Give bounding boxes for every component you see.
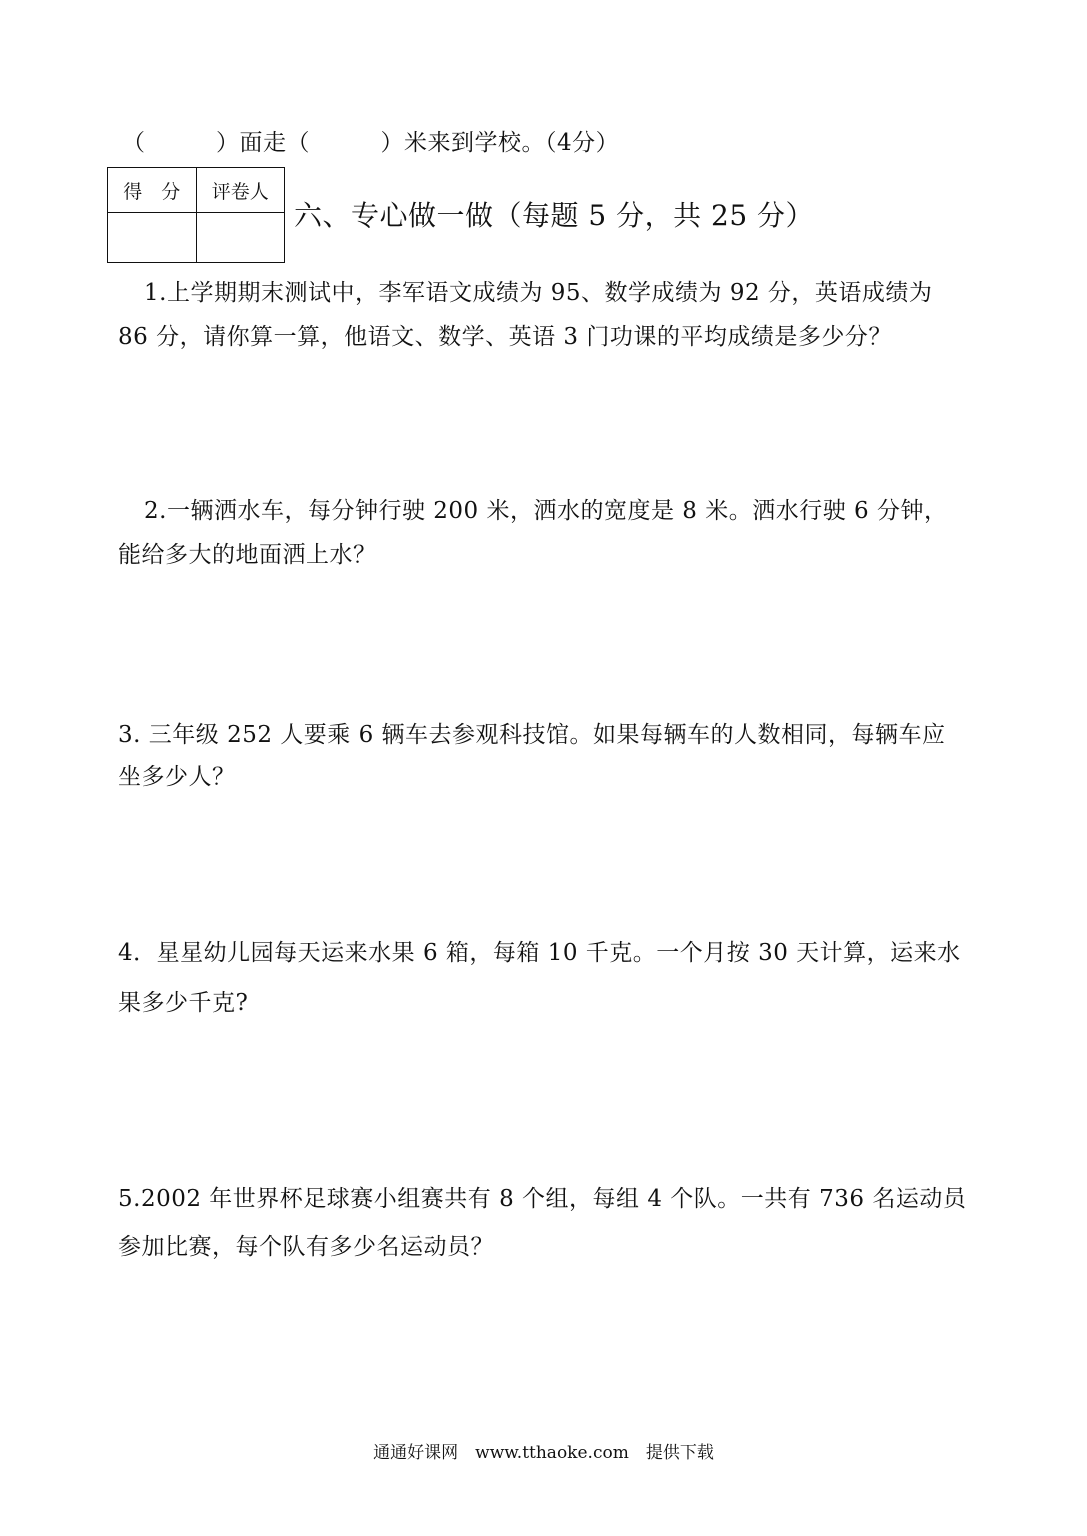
grader-input-cell[interactable] (196, 213, 285, 263)
score-table (107, 167, 285, 263)
score-input-cell[interactable] (108, 213, 197, 263)
question-4-line-2: 果多少千克? (118, 990, 249, 1016)
question-2-line-2: 能给多大的地面洒上水？ (118, 542, 377, 568)
section-title: 六、专心做一做（每题 5 分，共 25 分） (294, 199, 815, 232)
question-4-line-1: 4．星星幼儿园每天运来水果 6 箱，每箱 10 千克。一个月按 30 天计算，运来水 (118, 940, 961, 966)
question-5-line-2: 参加比赛，每个队有多少名运动员？ (118, 1234, 494, 1260)
grader-label: 评卷人 (196, 168, 285, 213)
question-5-line-1: 5.2002 年世界杯足球赛小组赛共有 8 个组，每组 4 个队。一共有 736 名运动员 (118, 1186, 967, 1212)
question-1-line-1: 1.上学期期末测试中，李军语文成绩为 95、数学成绩为 92 分，英语成绩为 (144, 280, 933, 306)
top-line-text: （ ）面走（ ）米来到学校。（4分） (122, 130, 620, 156)
question-2-line-1: 2.一辆洒水车，每分钟行驶 200 米，洒水的宽度是 8 米。洒水行驶 6 分钟， (144, 498, 948, 524)
question-1-line-2: 86 分，请你算一算，他语文、数学、英语 3 门功课的平均成绩是多少分？ (118, 324, 892, 350)
footer-text: 通通好课网 www.tthaoke.com 提供下载 (373, 1443, 714, 1463)
question-3-line-2: 坐多少人？ (118, 764, 236, 790)
score-label: 得 分 (108, 168, 197, 213)
question-3-line-1: 3. 三年级 252 人要乘 6 辆车去参观科技馆。如果每辆车的人数相同，每辆车应 (118, 722, 946, 748)
